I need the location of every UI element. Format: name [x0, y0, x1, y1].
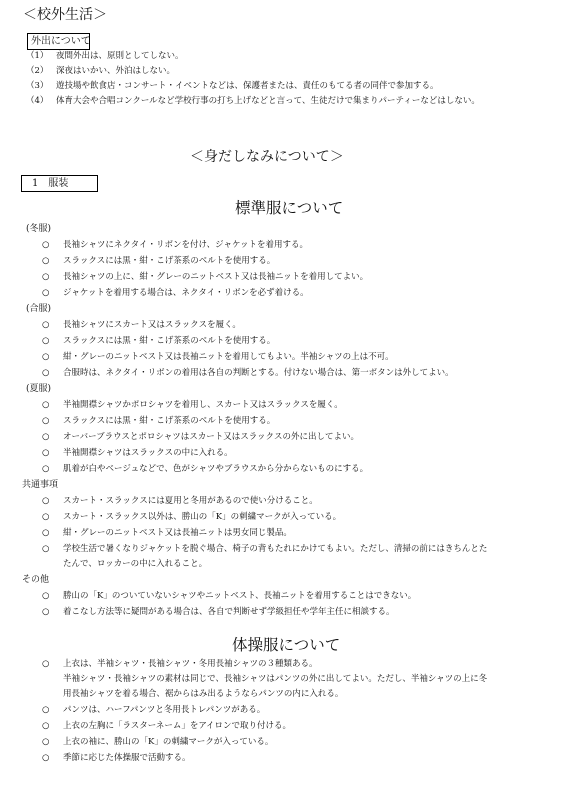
- bullet-icon: ○: [42, 528, 50, 538]
- rule-text: 夜間外出は、原則としてしない。: [56, 51, 184, 61]
- uniform-section-label: 1 服装: [21, 175, 98, 192]
- bullet-icon: ○: [42, 544, 50, 554]
- rule-text: 遊技場や飲食店・コンサート・イベントなどは、保護者または、責任のもてる者の同伴で参加する。: [56, 81, 439, 91]
- gym-item-4: ○ 上衣の袖に、勝山の「K」の刺繍マークが入っている。: [42, 735, 273, 750]
- bullet-icon: ○: [42, 240, 50, 250]
- common-item-1: ○ スカート・スラックスには夏用と冬用があるので使い分けること。: [42, 494, 318, 509]
- bullet-icon: ○: [42, 400, 50, 410]
- bullet-icon: ○: [42, 368, 50, 378]
- bullet-icon: ○: [42, 591, 50, 601]
- bullet-icon: ○: [42, 432, 50, 442]
- summer-item-4: ○ 半袖開襟シャツはスラックスの中に入れる。: [42, 446, 233, 461]
- bullet-icon: ○: [42, 336, 50, 346]
- common-item-4: ○ 学校生活で暑くなりジャケットを脱ぐ場合、椅子の背もたれにかけてもよい。ただし、清掃の前にはきちんとた: [42, 542, 487, 557]
- bullet-icon: ○: [42, 448, 50, 458]
- bullet-icon: ○: [42, 659, 50, 669]
- outing-section-label: 外出について: [27, 33, 90, 50]
- midseason-label: (合服): [26, 304, 52, 314]
- gym-uniform-heading: 体操服について: [232, 636, 341, 654]
- gym-item-1-continuation-2: 用長袖シャツを着る場合、裾からはみ出るようならパンツの内に入れる。: [63, 689, 344, 699]
- summer-item-2: ○ スラックスには黒・紺・こげ茶系のベルトを使用する。: [42, 414, 275, 429]
- common-item-2: ○ スカート・スラックス以外は、勝山の「K」の刺繍マークが入っている。: [42, 510, 341, 525]
- campus-life-heading: ＜校外生活＞: [23, 7, 107, 23]
- summer-item-3: ○ オーバーブラウスとポロシャツはスカート又はスラックスの外に出してよい。: [42, 430, 359, 445]
- winter-item-4: ○ ジャケットを着用する場合は、ネクタイ・リボンを必ず着ける。: [42, 286, 309, 301]
- outing-rule-1: [26, 49, 184, 64]
- outing-rule-4: [26, 94, 480, 109]
- summer-label: (夏服): [26, 384, 52, 394]
- bullet-icon: ○: [42, 256, 50, 266]
- outing-rule-2: [26, 64, 175, 79]
- summer-item-5: ○ 肌着が白やベージュなどで、色がシャツやブラウスから分からないものにする。: [42, 462, 368, 477]
- outing-rule-3: [26, 79, 439, 94]
- bullet-icon: ○: [42, 721, 50, 731]
- other-item-2: ○ 着こなし方法等に疑問がある場合は、各自で判断せず学級担任や学年主任に相談する。: [42, 605, 395, 620]
- bullet-icon: ○: [42, 272, 50, 282]
- bullet-icon: ○: [42, 512, 50, 522]
- winter-item-3: ○ 長袖シャツの上に、紺・グレーのニットベスト又は長袖ニットを着用してよい。: [42, 270, 368, 285]
- common-item-4-continuation: たんで、ロッカーの中に入れること。: [63, 559, 208, 569]
- bullet-icon: ○: [42, 320, 50, 330]
- bullet-icon: ○: [42, 737, 50, 747]
- rule-number: （3）: [26, 81, 49, 91]
- other-item-1: ○ 勝山の「K」のついていないシャツやニットベスト、長袖ニットを着用することはできない。: [42, 589, 416, 604]
- bullet-icon: ○: [42, 288, 50, 298]
- summer-item-1: ○ 半袖開襟シャツかポロシャツを着用し、スカート又はスラックスを履く。: [42, 398, 343, 413]
- common-label: 共通事項: [22, 480, 59, 490]
- bullet-icon: ○: [42, 496, 50, 506]
- midseason-item-1: ○ 長袖シャツにスカート又はスラックスを履く。: [42, 318, 241, 333]
- bullet-icon: ○: [42, 705, 50, 715]
- gym-item-1-continuation-1: 半袖シャツ・長袖シャツの素材は同じで、長袖シャツはパンツの外に出してよい。ただし、半袖シャツの上に冬: [63, 674, 488, 684]
- standard-uniform-heading: 標準服について: [235, 199, 344, 217]
- gym-item-3: ○ 上衣の左胸に「ラスターネーム」をアイロンで取り付ける。: [42, 719, 291, 734]
- bullet-icon: ○: [42, 464, 50, 474]
- winter-item-2: ○ スラックスには黒・紺・こげ茶系のベルトを使用する。: [42, 254, 275, 269]
- bullet-icon: ○: [42, 753, 50, 763]
- midseason-item-3: ○ 紺・グレーのニットベスト又は長袖ニットを着用してもよい。半袖シャツの上は不可。: [42, 350, 394, 365]
- appearance-heading: ＜身だしなみについて＞: [190, 149, 344, 165]
- rule-number: （4）: [26, 96, 49, 106]
- bullet-icon: ○: [42, 352, 50, 362]
- midseason-item-4: ○ 合服時は、ネクタイ・リボンの着用は各自の判断とする。付けない場合は、第一ボタンは外してよい。: [42, 366, 454, 381]
- common-item-3: ○ 紺・グレーのニットベスト又は長袖ニットは男女同じ製品。: [42, 526, 292, 541]
- rule-number: （2）: [26, 66, 49, 76]
- gym-item-1: ○ 上衣は、半袖シャツ・長袖シャツ・冬用長袖シャツの３種類ある。: [42, 657, 318, 672]
- other-label: その他: [22, 575, 50, 585]
- winter-label: (冬服): [26, 224, 52, 234]
- gym-item-2: ○ パンツは、ハーフパンツと冬用長トレパンツがある。: [42, 703, 265, 718]
- rule-number: （1）: [26, 51, 49, 61]
- midseason-item-2: ○ スラックスには黒・紺・こげ茶系のベルトを使用する。: [42, 334, 275, 349]
- bullet-icon: ○: [42, 607, 50, 617]
- winter-item-1: ○ 長袖シャツにネクタイ・リボンを付け、ジャケットを着用する。: [42, 238, 308, 253]
- rule-text: 深夜はいかい、外泊はしない。: [56, 66, 176, 76]
- gym-item-5: ○ 季節に応じた体操服で活動する。: [42, 751, 191, 766]
- rule-text: 体育大会や合唱コンクールなど学校行事の打ち上げなどと言って、生徒だけで集まりパーティーなどはしない。: [56, 96, 480, 106]
- bullet-icon: ○: [42, 416, 50, 426]
